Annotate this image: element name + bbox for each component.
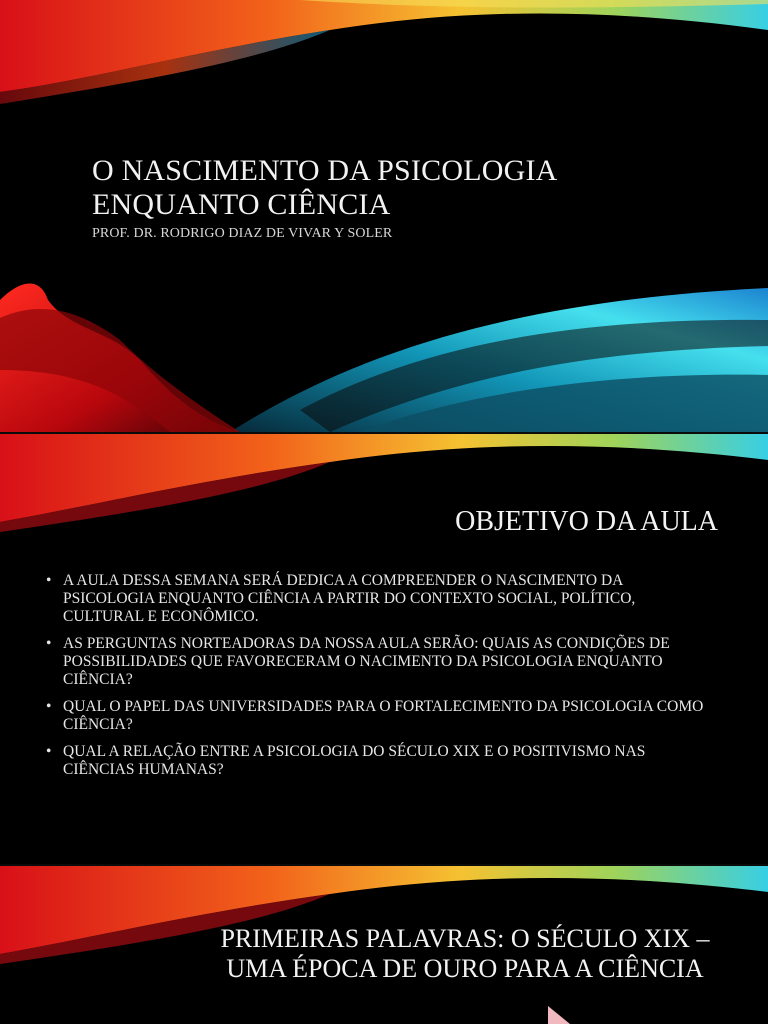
slide-heading-line: UMA ÉPOCA DE OURO PARA A CIÊNCIA (226, 954, 704, 983)
slide-heading-line: PRIMEIRAS PALAVRAS: O SÉCULO XIX – (220, 924, 710, 953)
slide-1-title (0, 0, 768, 432)
slide-title-line: O NASCIMENTO DA PSICOLOGIA (92, 154, 558, 187)
list-item: • A AULA DESSA SEMANA SERÁ DEDICA A COMPREENDER O NASCIMENTO DA PSICOLOGIA ENQUANTO CIÊNCIA A PARTIR DO CONTEXTO SOCIAL, POLÍTICO, CULTURAL E ECONÔMICO. (46, 572, 716, 626)
slide-heading (180, 924, 750, 984)
slide-3-section (0, 866, 768, 1024)
list-item: • QUAL A RELAÇÃO ENTRE A PSICOLOGIA DO SÉCULO XIX E O POSITIVISMO NAS CIÊNCIAS HUMANAS? (46, 743, 716, 779)
slide-subtitle: PROF. DR. RODRIGO DIAZ DE VIVAR Y SOLER (92, 226, 393, 241)
slide-title (92, 154, 558, 222)
slide-title-line: ENQUANTO CIÊNCIA (92, 188, 391, 221)
list-item: • AS PERGUNTAS NORTEADORAS DA NOSSA AULA SERÃO: QUAIS AS CONDIÇÕES DE POSSIBILIDADES QUE FAVORECERAM O NACIMENTO DA PSICOLOGIA ENQUANTO CIÊNCIA? (46, 635, 716, 689)
title-block (92, 154, 558, 242)
slide-2-objectives (0, 434, 768, 864)
slide-heading: OBJETIVO DA AULA (455, 506, 718, 537)
list-item: • QUAL O PAPEL DAS UNIVERSIDADES PARA O FORTALECIMENTO DA PSICOLOGIA COMO CIÊNCIA? (46, 698, 716, 734)
bullet-list (46, 572, 716, 788)
